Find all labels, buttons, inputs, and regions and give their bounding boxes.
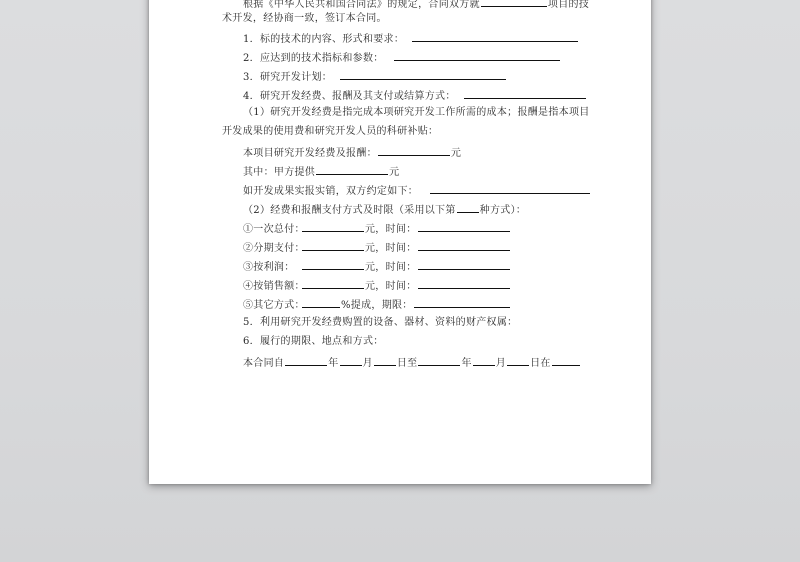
item-2	[243, 50, 561, 66]
total-fee-label: 本项目研究开发经费及报酬：	[243, 148, 377, 159]
sub-1-line-2: 开发成果的使用费和研究开发人员的科研补贴：	[222, 126, 439, 137]
option-1-time-blank[interactable]	[418, 221, 510, 232]
party-a-unit: 元	[389, 167, 400, 178]
option-5	[243, 297, 511, 313]
end-year-blank[interactable]	[418, 355, 460, 366]
party-a-blank[interactable]	[316, 164, 388, 175]
option-3-amount-blank[interactable]	[302, 259, 364, 270]
option-2-time-blank[interactable]	[418, 240, 510, 251]
option-4	[243, 278, 511, 294]
sub-1-line-1: （1）研究开发经费是指完成本项研究开发工作所需的成本；报酬是指本项目	[243, 107, 590, 118]
option-3	[243, 259, 511, 275]
sub-2-text-a: （2）经费和报酬支付方式及时限（采用以下第	[243, 205, 456, 216]
option-2	[243, 240, 511, 256]
item-2-blank[interactable]	[394, 50, 560, 61]
if-sales-blank[interactable]	[430, 183, 590, 194]
item-1-blank[interactable]	[412, 31, 578, 42]
term-month-2: 月	[495, 358, 507, 369]
item-4-label: 4．研究开发经费、报酬及其支付或结算方式：	[243, 91, 456, 102]
start-day-blank[interactable]	[374, 355, 396, 366]
item-3-label: 3．研究开发计划：	[243, 72, 333, 83]
party-a-label: 其中：甲方提供	[243, 167, 316, 178]
item-5: 5．利用研究开发经费购置的设备、器材、资料的财产权属：	[243, 317, 518, 328]
end-month-blank[interactable]	[473, 355, 495, 366]
item-1	[243, 31, 579, 47]
term-year-2: 年	[461, 358, 472, 369]
party-a-line	[243, 164, 399, 180]
option-5-label: ⑤其它方式：	[243, 300, 305, 311]
item-4-blank[interactable]	[464, 88, 586, 99]
item-2-label: 2．应达到的技术指标和参数：	[243, 53, 384, 64]
intro-line-2: 术开发，经协商一致，签订本合同。	[222, 13, 387, 24]
intro-text-b: 项目的技	[547, 0, 590, 10]
option-1-mid: 元，时间：	[365, 224, 417, 235]
term-year-1: 年	[328, 358, 339, 369]
option-3-label: ③按利润：	[243, 262, 295, 273]
option-2-amount-blank[interactable]	[302, 240, 364, 251]
term-from: 本合同自	[243, 358, 285, 369]
sub-2-text-b: 种方式）：	[479, 205, 527, 216]
start-year-blank[interactable]	[285, 355, 327, 366]
option-3-time-blank[interactable]	[418, 259, 510, 270]
option-1-label: ①一次总付：	[243, 224, 305, 235]
total-fee-unit: 元	[450, 148, 462, 159]
total-fee-line	[243, 145, 461, 161]
option-4-amount-blank[interactable]	[302, 278, 364, 289]
location-blank[interactable]	[552, 355, 580, 366]
end-day-blank[interactable]	[507, 355, 529, 366]
start-month-blank[interactable]	[340, 355, 362, 366]
option-4-time-blank[interactable]	[418, 278, 510, 289]
project-name-blank[interactable]	[481, 0, 547, 7]
term-line	[243, 355, 581, 371]
document-page	[149, 0, 651, 484]
option-2-label: ②分期支付：	[243, 243, 305, 254]
option-5-term-blank[interactable]	[414, 297, 510, 308]
item-6: 6．履行的期限、地点和方式：	[243, 336, 384, 347]
sub-2-line	[243, 202, 526, 218]
item-1-label: 1．标的技术的内容、形式和要求：	[243, 34, 405, 45]
item-3-blank[interactable]	[340, 69, 506, 80]
intro-line-1	[243, 0, 589, 12]
item-4	[243, 88, 587, 104]
option-4-label: ④按销售额：	[243, 281, 305, 292]
if-sales-line	[243, 183, 591, 199]
intro-text-a: 根据《中华人民共和国合同法》的规定，合同双方就	[243, 0, 480, 10]
term-day-1-to: 日至	[396, 358, 418, 369]
term-day-2-at: 日在	[530, 358, 551, 369]
method-number-blank[interactable]	[457, 202, 479, 213]
option-2-mid: 元，时间：	[365, 243, 417, 254]
term-month-1: 月	[362, 358, 373, 369]
option-4-mid: 元，时间：	[365, 281, 417, 292]
option-1-amount-blank[interactable]	[302, 221, 364, 232]
option-3-mid: 元，时间：	[365, 262, 417, 273]
option-1	[243, 221, 511, 237]
total-fee-blank[interactable]	[378, 145, 450, 156]
if-sales-label: 如开发成果实报实销，双方约定如下：	[243, 186, 419, 197]
item-3	[243, 69, 507, 85]
option-5-percent-blank[interactable]	[302, 297, 340, 308]
option-5-mid: %提成，期限：	[341, 300, 413, 311]
